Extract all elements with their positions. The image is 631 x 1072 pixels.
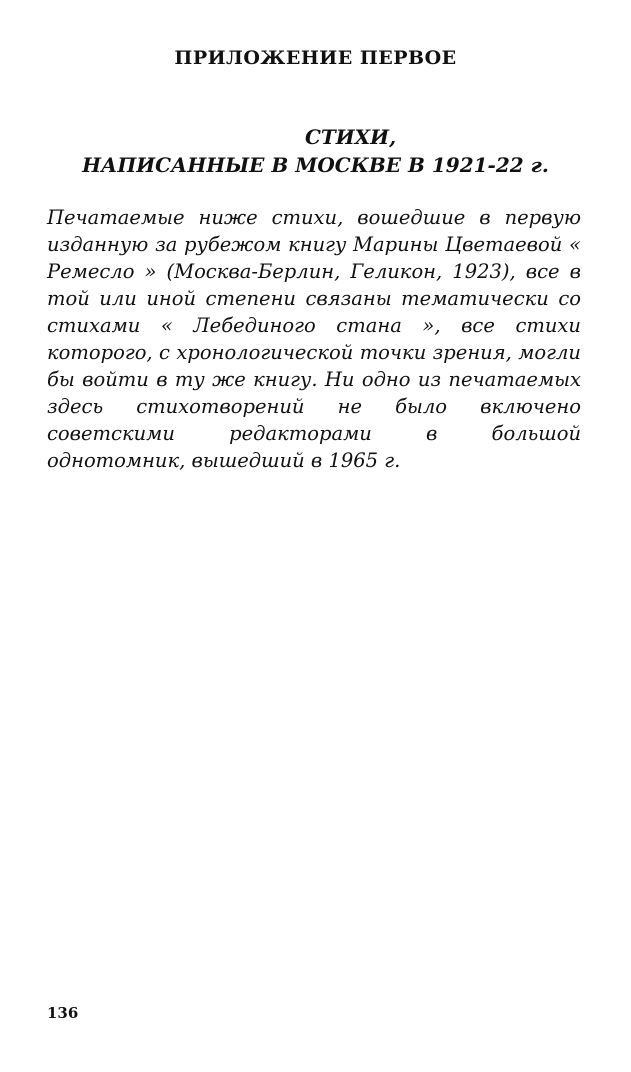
section-heading-line-2: НАПИСАННЫЕ В МОСКВЕ В 1921-22 г. [82, 153, 549, 177]
appendix-title: ПРИЛОЖЕНИЕ ПЕРВОЕ [174, 47, 457, 69]
section-heading-line-1: СТИХИ, [304, 125, 397, 149]
page-number: 136 [47, 1004, 79, 1022]
section-heading [0, 123, 631, 179]
intro-paragraph: Печатаемые ниже стихи, вошедшие в первую изданную за рубежом книгу Марины Цветаевой « Ремесло » (Москва-Берлин, Геликон, 1923), все в той или иной степени связаны тематически со стихами « Лебединого стана », все стихи которого, с хронологической точки зрения, могли бы войти в ту же книгу. Ни одно из печатаемых здесь стихотворений не было включено советскими редакторами в большой однотомник, вышедший в 1965 г. [47, 206, 581, 472]
